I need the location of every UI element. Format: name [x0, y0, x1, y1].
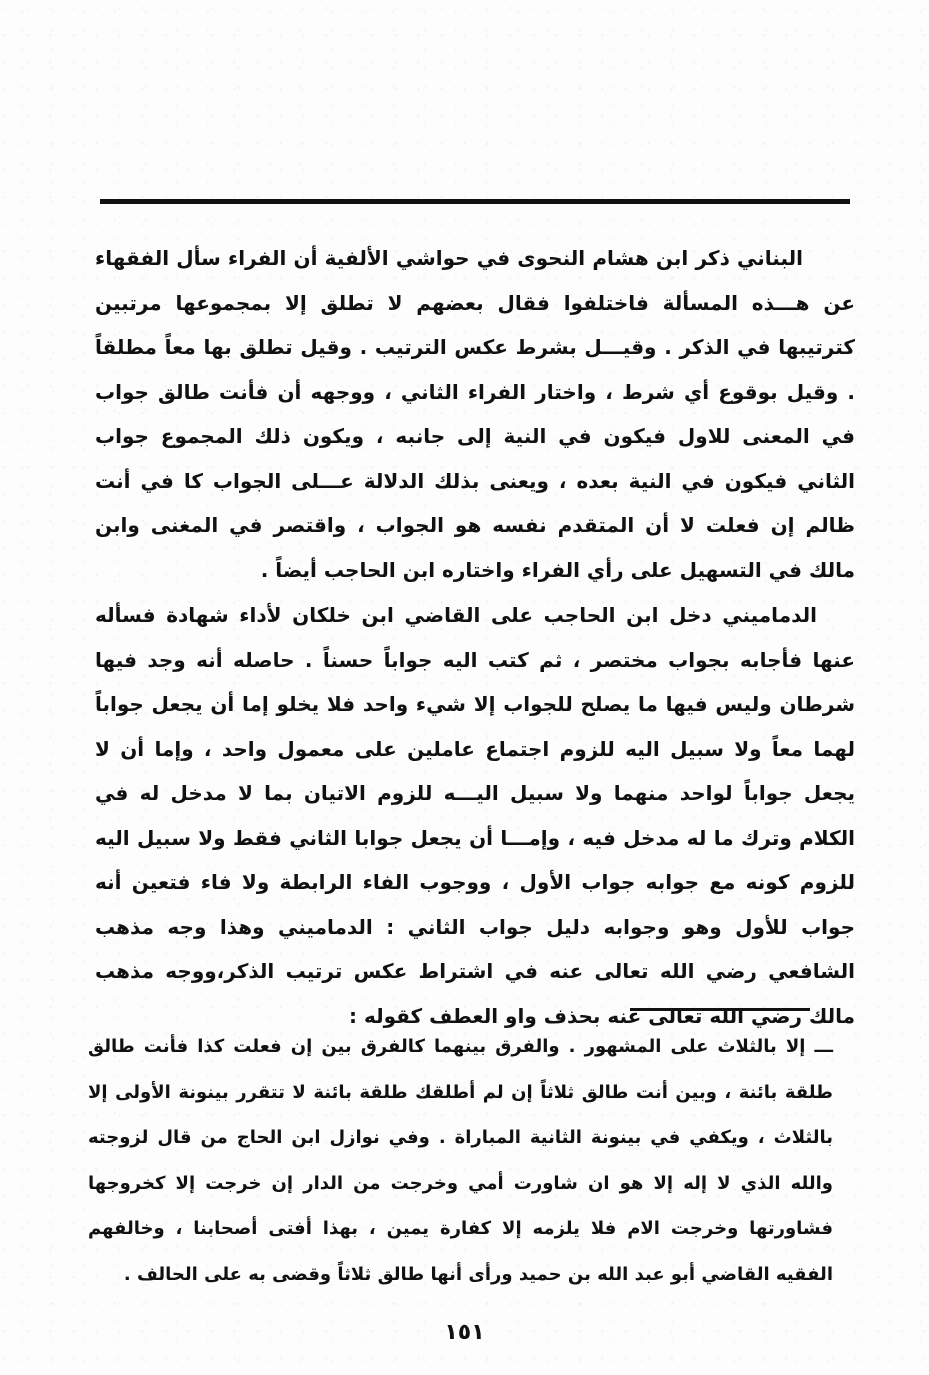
paragraph-damamini: الدماميني دخل ابن الحاجب على القاضي ابن خلكان لأداء شهادة فسأله عنها فأجابه بجواب مختصر ، ثم كتب اليه جواباً حسناً . حاصله أنه وجد فيها شرطان وليس فيها ما يصلح للجواب إلا شيء واحد فلا يخلو إما أن يجعل جواباً لهما معاً ولا سبيل اليه للزوم اجتماع عاملين على معمول واحد ، وإما أن لا يجعل جواباً لواحد منهما ولا سبيل اليـــه للزوم الاتيان بما لا مدخل له في الكلام وترك ما له مدخل فيه ، وإمـــا أن يجعل جوابا الثاني فقط ولا سبيل اليه للزوم كونه مع جوابه جواب الأول ، ووجوب الفاء الرابطة ولا فاء فتعين أنه جواب للأول وهو وجوابه دليل جواب الثاني : الدماميني وهذا وجه مذهب الشافعي رضي الله تعالى عنه في اشتراط عكس ترتيب الذكر،ووجه مذهب مالك رضي الله تعالى عنه بحذف واو العطف كقوله : — [95, 603, 855, 1028]
paragraph-bannani: البناني ذكر ابن هشام النحوى في حواشي الألفية أن الفراء سأل الفقهاء عن هـــذه المسألة فاختلفوا فقال بعضهم لا تطلق إلا بمجموعها مرتبين كترتيبها في الذكر . وقيـــل بشرط عكس الترتيب . وقيل تطلق بها معاً مطلقاً . وقيل بوقوع أي شرط ، واختار الفراء الثاني ، ووجهه أن فأنت طالق جواب في المعنى للاول فيكون في النية إلى جانبه ، ويكون ذلك المجموع جواب الثاني فيكون في النية بعده ، ويعنى بذلك الدلالة عـــلى الجواب كا في أنت ظالم إن فعلت لا أن المتقدم نفسه هو الجواب ، واقتصر في المغنى وابن مالك في التسهيل على رأي الفراء واختاره ابن الحاجب أيضاً . — [95, 246, 855, 582]
footnote-rule — [630, 1008, 810, 1011]
footnote-text: ـــ إلا بالثلاث على المشهور . والفرق بينهما كالفرق بين إن فعلت كذا فأنت طالق طلقة بائنة ، وبين أنت طالق ثلاثاً إن لم أطلقك طلقة بائنة لا تتقرر بينونة الأولى إلا بالثلاث ، ويكفي في بينونة الثانية المباراة . وفي نوازل ابن الحاج من قال لزوجته والله الذي لا إله إلا هو ان شاورت أمي وخرجت من الدار إن خرجت إلا كخروجها فشاورتها وخرجت الام فلا يلزمه إلا كفارة يمين ، بهذا أفتى أصحابنا ، وخالفهم الفقيه القاضي أبو عبد الله بن حميد ورأى أنها طالق ثلاثاً وقضى به على الحالف . — [88, 1036, 833, 1285]
main-text-block — [95, 236, 855, 1038]
header-rule — [100, 199, 850, 204]
page-number: ١٥١ — [444, 1320, 485, 1345]
footnote-block — [88, 1024, 833, 1297]
